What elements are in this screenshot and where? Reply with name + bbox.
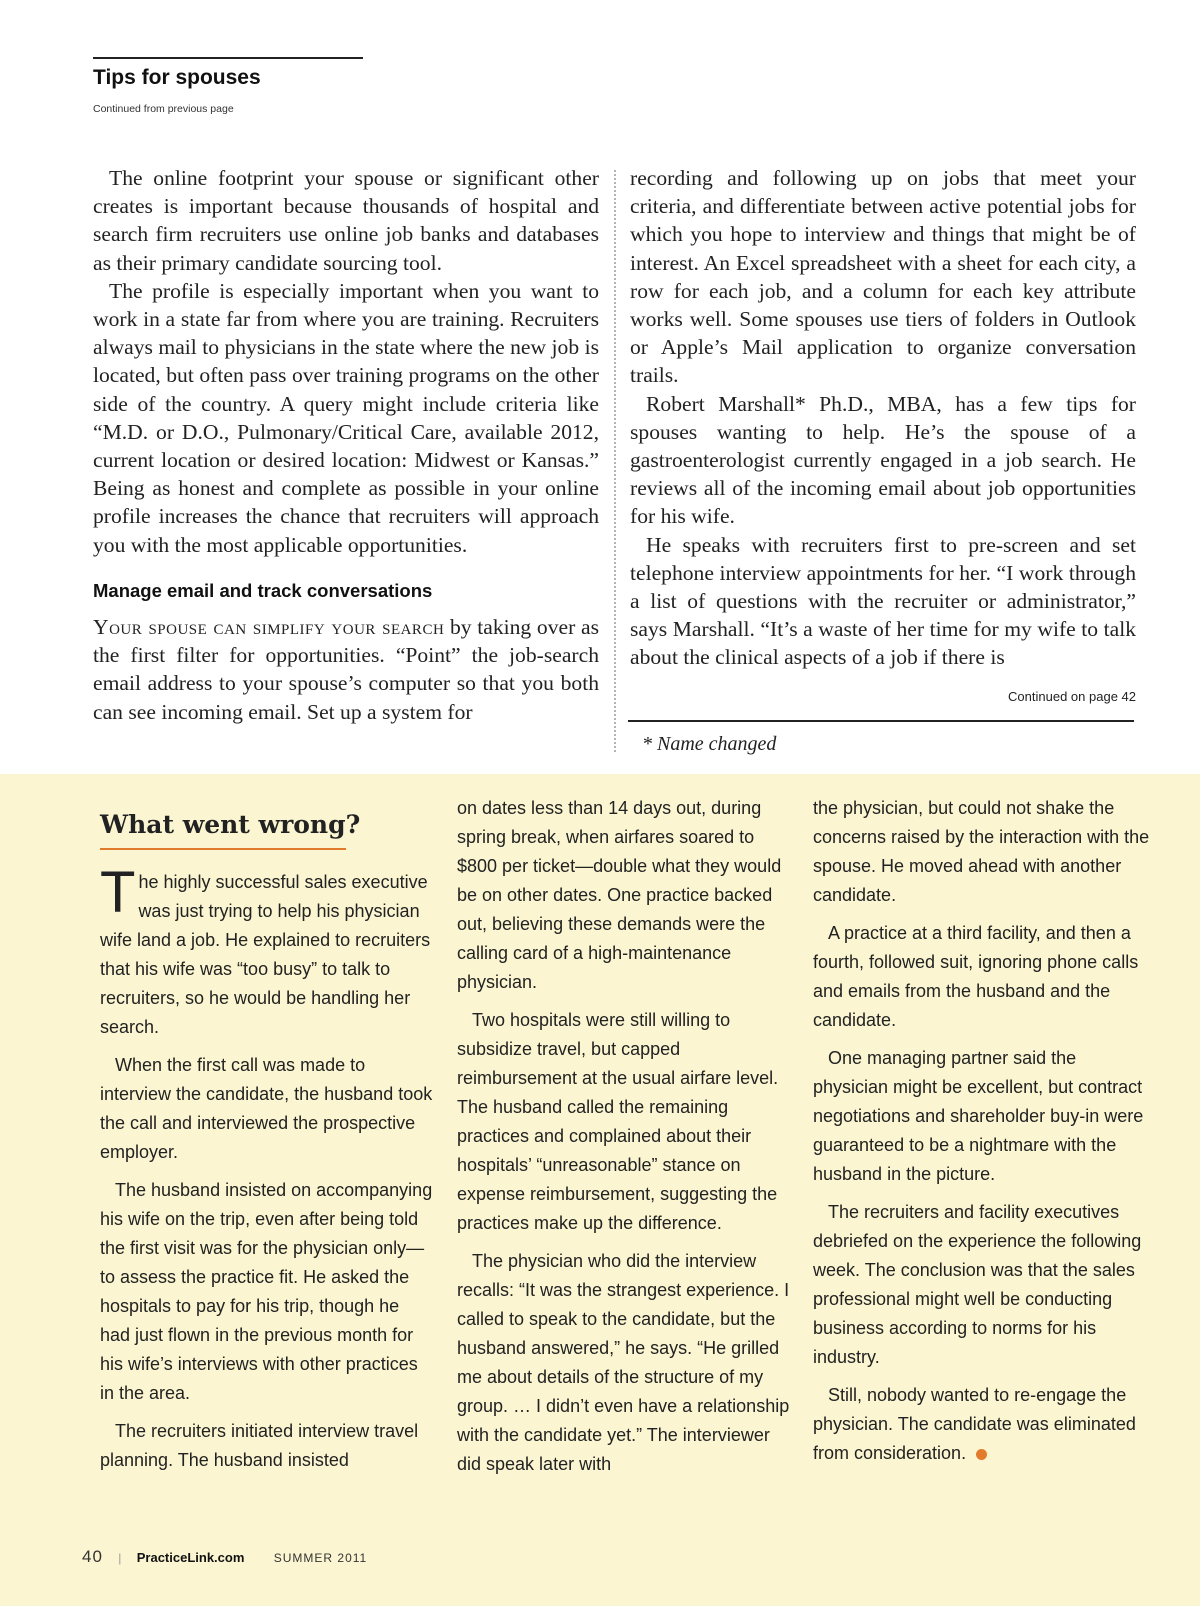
issue-date: SUMMER 2011 [273,1551,368,1565]
sidebar-paragraph: on dates less than 14 days out, during spring break, when airfares soared to $800 per ticket—double what they would be on other dates. One practice backed out, believing these demands were the calling card of a high-maintenance physician. [457,798,782,992]
continued-from-note: Continued from previous page [93,103,234,115]
sidebar-paragraph [100,860,434,1042]
article-paragraph: The profile is especially important when you want to work in a state far from where you are training. Recruiters always mail to physicians in the state where the new job is located, but often pass over training programs on the other side of the country. A query might include criteria like “M.D. or D.O., Pulmonary/Critical Care, available 2012, current location or desired location: Midwest or Kansas.” Being as honest and complete as possible in your online profile increases the chance that recruiters will approach you with the most applicable opportunities. [93,278,599,557]
sidebar-paragraph: The husband insisted on accompanying his wife on the trip, even after being told the first visit was for the physician only—to assess the practice fit. He asked the hospitals to pay for his trip, though he had just flown in the previous month for his wife’s interviews with other practices in the area. [100,1180,433,1403]
article-paragraph: recording and following up on jobs that meet your criteria, and differentiate between active potential jobs for which you hope to interview and things that might be of interest. An Excel spreadsheet with a sheet for each city, a row for each job, and a column for each key attribute works well. Some spouses use tiers of folders in Outlook or Apple’s Mail application to organize conversation trails. [630,166,1136,388]
sidebar-column-3 [813,794,1153,1477]
article-paragraph [93,613,599,726]
sidebar-paragraph: One managing partner said the physician might be excellent, but contract negotiations and shareholder buy-in were guaranteed to be a nightmare with the husband in the picture. [813,1048,1144,1184]
first-paragraph-text: he highly successful sales executive was just trying to help his physician wife land a job. He explained to recruiters that his wife was “too busy” to talk to recruiters, so he would be handling her search. [100,872,431,1037]
article-paragraph: The online footprint your spouse or significant other creates is important because thousands of hospital and search firm recruiters use online job banks and databases as their primary candidate sourcing tool. [93,166,599,275]
lead-rest: by taking over as the first filter for opportunities. “Point” the job-search email address to your spouse’s computer so that you both can see incoming email. Set up a system for [93,615,599,724]
page-number: 40 [82,1547,103,1566]
sidebar-paragraph: The recruiters initiated interview travel planning. The husband insisted [100,1421,419,1470]
sidebar-column-2 [457,794,792,1488]
footer-separator: | [118,1551,122,1565]
sidebar-title: What went wrong? [100,810,361,839]
header-rule [93,57,363,59]
section-title: Tips for spouses [93,66,261,89]
article-column-left [93,164,599,726]
footnote: * Name changed [642,732,777,755]
column-divider [614,170,616,752]
lead-in: Your spouse can simplify your search [93,615,445,640]
site-name: PracticeLink.com [136,1550,245,1565]
sidebar-paragraph: The physician who did the interview recalls: “It was the strangest experience. I called to speak to the candidate, but the husband answered,” he says. “He grilled me about details of the structure of my group. … I didn’t even have a relationship with the candidate yet.” The interviewer did speak later with [457,1251,790,1474]
article-subhead: Manage email and track conversations [93,579,433,601]
sidebar-paragraph: A practice at a third facility, and then a fourth, followed suit, ignoring phone calls and emails from the husband and the candidate. [813,923,1139,1030]
sidebar-title-rule [100,848,346,850]
sidebar-paragraph: The recruiters and facility executives debriefed on the experience the following week. The conclusion was that the sales professional might well be conducting business according to norms for his industry. [813,1202,1142,1367]
sidebar-paragraph: Two hospitals were still willing to subsidize travel, but capped reimbursement at the usual airfare level. The husband called the remaining practices and complained about their hospitals’ “unreasonable” stance on expense reimbursement, suggesting the practices make up the difference. [457,1010,779,1233]
sidebar-paragraph: the physician, but could not shake the concerns raised by the interaction with the spouse. He moved ahead with another candidate. [813,798,1150,905]
page-footer [82,1547,367,1567]
continued-on-note: Continued on page 42 [1008,688,1136,704]
article-paragraph: He speaks with recruiters first to pre-screen and set telephone interview appointments for her. “I work through a list of questions with the recruiter or administrator,” says Marshall. “It’s a waste of her time for my wife to talk about the clinical aspects of a job if there is [630,532,1136,670]
end-mark-icon [976,1449,987,1460]
sidebar-column-1 [100,794,434,1484]
sidebar-paragraph: When the first call was made to interview the candidate, the husband took the call and interviewed the prospective employer. [100,1055,433,1162]
drop-cap: T [100,860,136,925]
article-column-right [630,164,1136,758]
sidebar-paragraph [813,1381,1153,1468]
article-paragraph: Robert Marshall* Ph.D., MBA, has a few tips for spouses wanting to help. He’s the spouse of a gastroenterologist currently engaged in a job search. He reviews all of the incoming email about job opportunities for his wife. [630,391,1136,529]
footnote-rule [628,720,1134,722]
closing-text: Still, nobody wanted to re-engage the physician. The candidate was eliminated from consideration. [813,1385,1136,1463]
